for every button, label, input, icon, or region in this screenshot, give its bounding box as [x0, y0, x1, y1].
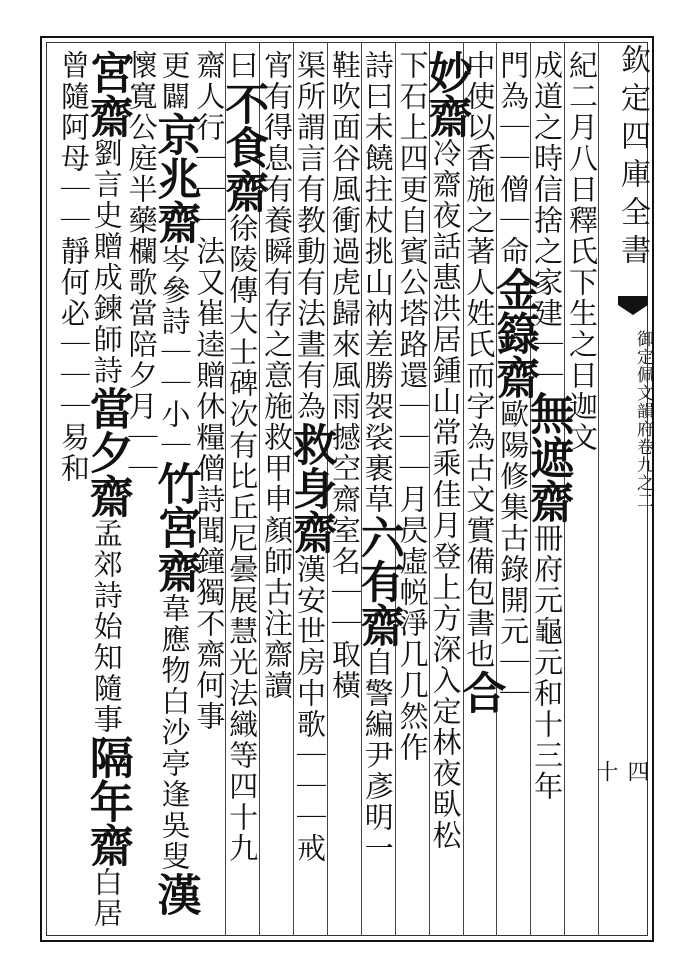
fish-tail-icon: [618, 296, 648, 316]
entry-text: 渠所謂言有教動有法晝有為: [293, 50, 327, 422]
entry-heading: 宮齋: [81, 50, 133, 138]
entry-text: 自警編尹彥明一: [360, 647, 395, 864]
text-column: [522, 50, 574, 930]
entry-heading: 不食齋: [217, 81, 269, 213]
entry-text: 冊府元龜元和十三年: [530, 523, 565, 802]
entry-text: 歌當陪夕月｜｜: [124, 267, 159, 484]
entry-text: 曰: [225, 50, 260, 81]
text-column: [488, 50, 540, 930]
entry-text: 下石上四更自賓公塔路還｜｜｜月昃虛帨淨几几然作: [395, 50, 430, 763]
entry-text: 易和: [56, 422, 91, 484]
work-title: 御定佩文韻府: [633, 330, 653, 438]
text-column: [217, 50, 269, 930]
entry-heading: 京兆齋: [149, 112, 201, 244]
entry-text: 劉言史贈成鍊師詩: [89, 138, 124, 386]
entry-text: 漢安世房中歌｜｜｜戒: [293, 554, 327, 864]
entry-text: 孟郊詩始知隨事: [89, 518, 124, 735]
entry-text: 門為｜｜僧｜命: [496, 50, 531, 267]
text-column: [285, 50, 336, 930]
entry-text: 中使以香施之: [462, 50, 497, 236]
text-column: [149, 50, 201, 930]
entry-heading: 金籙齋: [488, 267, 540, 399]
entry-text: 更闢: [157, 50, 192, 112]
entry-heading: 當夕齋: [81, 386, 133, 518]
entry-text: 宵有得息有養瞬有存之意: [260, 50, 295, 391]
entry-text: 歐陽修集古錄開元｜｜: [496, 399, 531, 709]
text-column: [56, 50, 90, 930]
entry-heading: 合: [454, 670, 506, 714]
entry-text: 冷齋夜話惠洪居鍾山常乘佳月登上方深入定林夜臥松: [428, 138, 463, 851]
entry-text: 寬公庭半藥欄: [124, 81, 159, 267]
entry-text: 室名｜｜取橫: [327, 515, 362, 701]
entry-text: 靜何必｜｜｜: [56, 236, 91, 422]
entry-text: 鞋吹面谷風衝過虎歸來風雨撼空齋: [327, 50, 362, 515]
entry-text: 齋人行｜｜｜法又崔逵贈休糧僧詩聞鐘獨不齋何事: [192, 50, 227, 732]
book-title: 欽定四庫全書: [615, 44, 650, 272]
text-column: [454, 50, 506, 930]
entry-text: 曾隨阿母｜｜: [56, 50, 91, 236]
text-column: [352, 50, 404, 930]
entry-text: 施救甲申顏師古注齋讀: [260, 391, 295, 701]
entry-text: 著人姓氏而字為古文實備包書也: [462, 236, 497, 670]
text-column: [420, 50, 472, 930]
page-number: 四十: [593, 760, 649, 782]
entry-heading: 竹宮齋: [149, 461, 201, 593]
entry-text: 徐陵傳大士碑次有比丘尼曇展慧光法織等四十九: [225, 213, 260, 864]
entry-heading: 救身齋: [285, 422, 336, 554]
entry-text: 韋應物白沙亭逢吳叟: [157, 593, 192, 872]
entry-text: 懷: [124, 50, 159, 81]
entry-text: 詩曰未饒拄杖挑山衲差勝袈裟裹草: [360, 50, 395, 515]
entry-heading: 六有齋: [352, 515, 404, 647]
text-column: [81, 50, 133, 930]
entry-heading: 妙齋: [420, 50, 472, 138]
entry-heading: 無遮齋: [522, 391, 574, 523]
text-column: [395, 50, 429, 930]
entry-text: 成道之時信捨之家建｜｜: [530, 50, 565, 391]
entry-text: 白居: [89, 867, 124, 929]
entry-text: 紀二月八日釋氏下生之日迦文: [565, 50, 599, 453]
volume-label: 卷九之二: [633, 438, 653, 510]
entry-heading: 隔年齋: [81, 735, 133, 867]
entry-heading: 漢: [149, 872, 201, 916]
margin-subtitle: [616, 330, 652, 530]
entry-text: 岑參詩｜｜小｜: [157, 244, 192, 461]
